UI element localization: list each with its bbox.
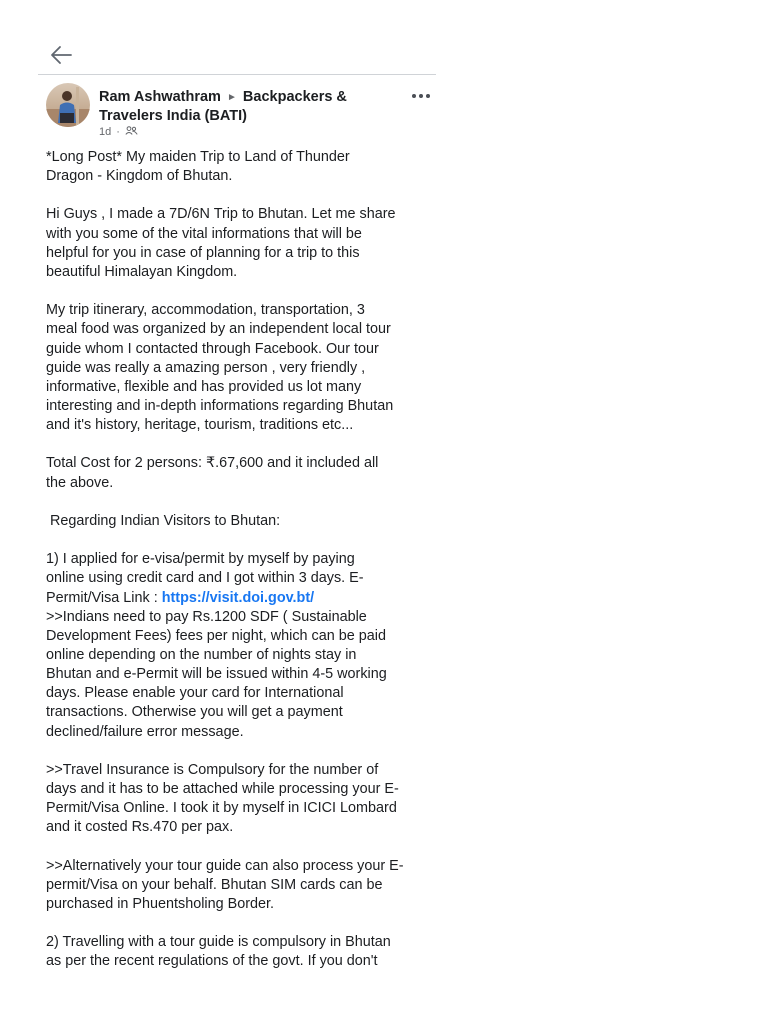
author-line	[99, 88, 379, 126]
text-line: My trip itinerary, accommodation, transportation, 3	[46, 302, 365, 319]
visa-paragraph	[46, 550, 430, 742]
text-line: and it costed Rs.470 per pax.	[46, 819, 234, 836]
visa-link[interactable]: https://visit.doi.gov.bt/	[161, 589, 315, 606]
more-horizontal-icon	[410, 89, 432, 103]
more-options-button[interactable]	[410, 89, 432, 103]
text-line: transactions. Otherwise you will get a payment	[46, 704, 343, 721]
text-line: >>Travel Insurance is Compulsory for the number of	[46, 761, 379, 778]
text-line: interesting and in-depth informations regarding Bhutan	[46, 398, 394, 414]
text-line: beautiful Himalayan Kingdom.	[46, 263, 238, 280]
group-name-line-2: Travelers India (BATI)	[99, 108, 247, 124]
text-line: online depending on the number of nights stay in	[46, 646, 357, 663]
post-paragraph	[46, 454, 430, 492]
avatar[interactable]	[46, 83, 90, 127]
text-line: online using credit card and I got within 3 days. E-	[46, 570, 364, 587]
text-line: >>Indians need to pay Rs.1200 SDF ( Sustainable	[46, 608, 367, 625]
text-line	[46, 589, 430, 608]
text-line: Bhutan and e-Permit will be issued within 4-5 working	[46, 666, 387, 683]
post-paragraph	[46, 301, 430, 435]
text-line: 2) Travelling with a tour guide is compulsory in Bhutan	[46, 934, 391, 951]
text-line: guide was really a amazing person , very friendly ,	[46, 359, 366, 376]
text-line: Total Cost for 2 persons: ₹.67,600 and it included all	[46, 455, 379, 472]
post-timestamp[interactable]: 1d	[99, 126, 112, 138]
post-paragraph	[46, 857, 430, 914]
text-line: Permit/Visa Online. I took it by myself in ICICI Lombard	[46, 800, 397, 817]
group-name-line-1: Backpackers &	[242, 89, 347, 105]
author-name[interactable]: Ram Ashwathram	[99, 89, 221, 105]
post-body	[46, 148, 430, 991]
post-paragraph	[46, 148, 430, 186]
text-line: >>Alternatively your tour guide can also process your E-	[46, 857, 404, 874]
text-line: purchased in Phuentsholing Border.	[46, 895, 275, 912]
text-line: informative, flexible and has provided us lot many	[46, 378, 362, 395]
post-paragraph	[46, 761, 430, 838]
text-line: as per the recent regulations of the govt. If you don't	[46, 953, 378, 970]
text-line: Development Fees) fees per night, which can be paid	[46, 627, 386, 644]
text-line: permit/Visa on your behalf. Bhutan SIM cards can be	[46, 876, 383, 893]
shared-to-arrow-icon: ►	[226, 92, 237, 103]
text-line: with you some of the vital informations that will be	[46, 225, 362, 242]
text-line: Regarding Indian Visitors to Bhutan:	[46, 512, 281, 529]
members-icon	[125, 125, 138, 139]
text-line: *Long Post* My maiden Trip to Land of Thunder	[46, 149, 350, 165]
post-meta	[99, 125, 138, 139]
text-line: guide whom I contacted through Facebook. Our tour	[46, 340, 379, 357]
arrow-left-icon	[48, 44, 74, 66]
post-paragraph	[46, 933, 430, 971]
text-line: 1) I applied for e-visa/permit by myself by paying	[46, 551, 355, 568]
text-line: helpful for you in case of planning for a trip to this	[46, 244, 360, 261]
post-paragraph	[46, 512, 430, 531]
text-line: Dragon - Kingdom of Bhutan.	[46, 168, 233, 185]
text-line: days and it has to be attached while processing your E-	[46, 781, 399, 798]
meta-separator: ·	[116, 126, 120, 138]
post-paragraph	[46, 205, 430, 282]
text-line: declined/failure error message.	[46, 723, 244, 740]
text-line: meal food was organized by an independent local tour	[46, 321, 391, 338]
back-button[interactable]	[48, 44, 74, 66]
text-line: the above.	[46, 474, 114, 491]
text-line: Hi Guys , I made a 7D/6N Trip to Bhutan. Let me share	[46, 206, 396, 223]
link-prefix: Permit/Visa Link :	[46, 589, 162, 606]
post-header	[46, 83, 432, 143]
top-bar	[38, 38, 436, 75]
text-line: and it's history, heritage, tourism, traditions etc...	[46, 417, 354, 434]
text-line: days. Please enable your card for International	[46, 685, 344, 702]
